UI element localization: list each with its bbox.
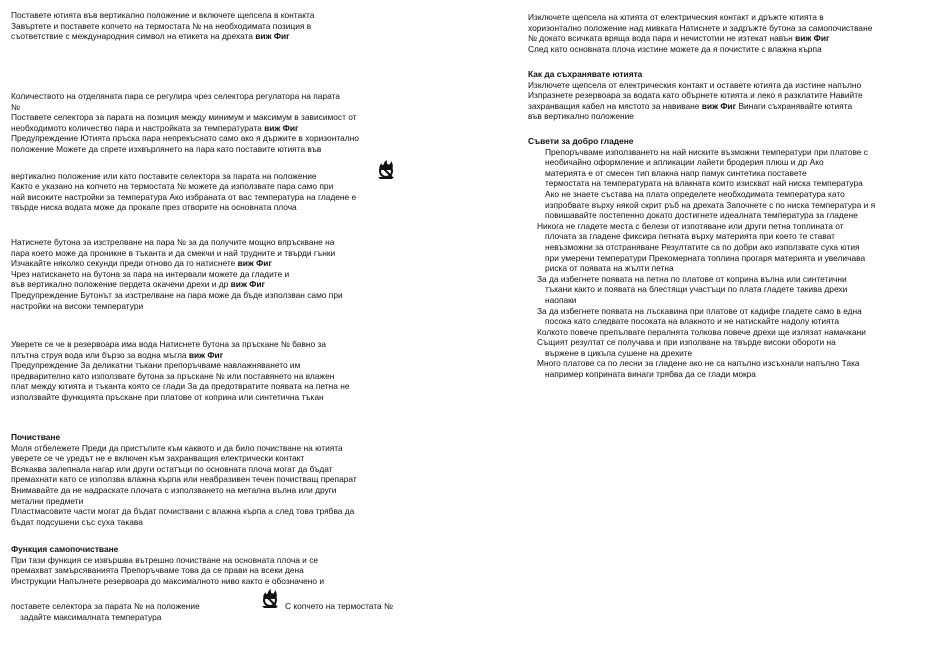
text-line xyxy=(11,123,421,134)
text-line: при умерени температури Прекомерната топлина прогаря материята и увеличава xyxy=(545,252,866,263)
steam-off-icon xyxy=(376,158,396,180)
text-line: При тази функция се извършва вътрешно почистване на основната плоча и се xyxy=(11,554,319,565)
self-clean-section xyxy=(11,544,421,586)
text-line: Ако не знаете състава на плата определете необходимата температура като xyxy=(545,188,845,199)
text-line: Изключете щепсела от електрическия контакт и оставете ютията да изстине напълно xyxy=(528,79,862,90)
text-line: във вертикално положение xyxy=(528,111,634,122)
text-line: метални предмети xyxy=(11,495,84,506)
text-line xyxy=(528,101,940,112)
text-line: Завъртете и поставете копчето на термостата № на необходимата позиция в xyxy=(11,20,312,31)
text-line xyxy=(528,33,940,44)
text-fragment: Винаги съхранявайте ютията xyxy=(736,100,853,111)
text-line: изпробвате върху някой скрит ръб на дрехата Започнете с по ниска температура и я xyxy=(545,199,876,210)
text-line: Чрез натискането на бутона за пара на интервали можете да гладите и xyxy=(11,268,290,279)
text-line: Пластмасовите части могат да бъдат почиствани с влажна кърпа а след това трябва да xyxy=(11,506,355,517)
text-line: материята е от смесен тип влакна напр памук синтетика поставете xyxy=(545,167,807,178)
text-line: Изпразнете резервоара за водата като обърнете ютията и леко я разклатите Навийте xyxy=(528,90,863,101)
text-line: След като основната плоча изстине можете да я почистите с влажна кърпа xyxy=(528,43,822,54)
self-clean-steps xyxy=(528,12,940,54)
text-fragment: във вертикално положение пердета окачени дрехи и др xyxy=(11,279,231,290)
text-line: премахнати като се използва влажна кърпа или неабразивен течен почистващ препарат xyxy=(11,474,357,485)
self-clean-title: Функция самопочистване xyxy=(11,544,119,554)
self-clean-instruction xyxy=(11,592,421,622)
storage-text xyxy=(528,80,940,122)
self-clean-instruction-b: С копчето на термостата № xyxy=(285,601,393,611)
text-fragment: № докато всичката вряща вода пара и нечистотии не изтекат навън xyxy=(528,33,796,44)
text-line: риска от появата на жълти петна xyxy=(545,263,674,274)
text-fragment: Изчакайте няколко секунди преди отново да го натиснете xyxy=(11,258,238,269)
text-fragment: захранващия кабел на мястото за навиване xyxy=(528,100,702,111)
cleaning-text xyxy=(11,443,421,528)
text-line: хоризонтално положение над мивката Натиснете и задръжте бутона за самопочистване xyxy=(528,22,873,33)
text-line: вържене в цикъла сушене на дрехите xyxy=(545,347,693,358)
text-fragment: съответствие с международния символ на етикета на дрехата xyxy=(11,31,256,42)
text-line: бъдат подсушени със суха такава xyxy=(11,516,143,527)
figure-ref: виж Фиг xyxy=(230,279,266,290)
self-clean-instruction-line2: задайте максималната температура xyxy=(20,612,162,622)
text-line: Количеството на отделяната пара се регулира чрез селектора регулатора на парата xyxy=(11,91,340,101)
text-line: тъкани както и появата на блестящи участъци по плата гладете такива дрехи xyxy=(545,284,848,295)
text-line: Никога не гладете места с белези от изпотяване или други петна топлината от xyxy=(537,220,844,231)
cleaning-section xyxy=(11,432,421,527)
text-line: плат между ютията и тъканта която се глади За да предотвратите появата на петна не xyxy=(11,381,350,392)
text-line: невъзможни за отстраняване Резултатите са по добри ако използвате суха ютия xyxy=(545,241,860,252)
steam-shot-block xyxy=(11,237,421,311)
text-line: положение Можете да спрете изхвърлянето на пара като поставите ютията във xyxy=(11,143,322,154)
text-line: твърде ниска водата може да прокапе през отворите на основната плоча xyxy=(11,202,297,213)
text-line: пара което може да проникне в тъканта и да смекчи и най трудните и твърди гънки xyxy=(11,247,336,258)
text-line: Както е указано на копчето на термостата № можете да използвате пара само при xyxy=(11,181,334,191)
steam-temperature-block xyxy=(11,181,421,213)
figure-ref: виж Фиг xyxy=(188,349,224,360)
text-line: посока като следвате посоката на влакното и не натискайте надолу ютията xyxy=(545,316,839,327)
text-line: например коприната винаги трябва да се глади мокра xyxy=(545,369,756,380)
text-line: плочата за гладене фиксира петната върху материята при което те стават xyxy=(545,231,835,242)
text-line: използвайте функцията пръскане при платове от коприна или синтетична тъкан xyxy=(11,391,324,402)
text-line: Предупреждение За деликатни тъкани препоръчваме навлажняването им xyxy=(11,360,301,371)
text-line: термостата на температурата на влакната които изискват най ниска температура xyxy=(545,178,863,189)
text-line: Изключете щепсела на ютията от електрическия контакт и дръжте ютията в xyxy=(528,12,824,22)
text-line: Моля отбележете Преди да пристъпите към каквото и да било почистване на ютията xyxy=(11,442,343,453)
tips-section xyxy=(528,136,940,380)
self-clean-icon xyxy=(260,587,280,609)
figure-ref: виж Фиг xyxy=(237,258,272,269)
text-line: наопаки xyxy=(545,294,577,305)
text-line: № xyxy=(11,101,20,112)
tips-title: Съвети за добро гладене xyxy=(528,136,634,146)
figure-ref: виж Фиг xyxy=(701,100,737,111)
spray-block xyxy=(11,339,421,403)
text-line: необичайно оформление и апликации лайети бродерия плюш и др Ако xyxy=(545,157,824,168)
text-line: повишавайте постепенно докато достигнете идеалната температура за гладене xyxy=(545,210,858,221)
text-line xyxy=(11,31,421,42)
text-line: Предупреждение Ютията пръска пара непрекъснато само ако я държите в хоризонтално xyxy=(11,133,359,144)
text-line: настройки на високи температури xyxy=(11,300,144,311)
text-fragment: необходимото количество пара и настройката за температурата xyxy=(11,122,265,133)
text-line xyxy=(11,279,421,290)
text-line: Колкото повече препълвате пералнята толкова повече дрехи ще излязат намачкани xyxy=(537,326,866,337)
steam-off-text: вертикално положение или като поставите селектора за парата на положение xyxy=(11,171,317,181)
text-line: Всякаква залепнала нагар или други остатъци по основната плоча могат да бъдат xyxy=(11,463,333,474)
figure-ref: виж Фиг xyxy=(255,31,290,42)
steam-amount-block xyxy=(11,91,421,155)
text-line: Същият резултат се получава и при изполване на твърде високи обороти на xyxy=(537,337,836,348)
self-clean-text xyxy=(11,555,421,587)
tips-text xyxy=(528,147,940,380)
figure-ref: виж Фиг xyxy=(795,33,830,44)
text-line: Препоръчваме използването на най ниските възможни температури при платове с xyxy=(545,146,868,157)
self-clean-instruction-a: поставете селектора за парата № на положение xyxy=(11,601,200,611)
text-line: премахват замърсяванията Препоръчваме това да се прави на всеки дена xyxy=(11,565,304,576)
intro-block xyxy=(11,10,421,42)
text-line: За да избегнете появата на петна по платове от коприна вълна или синтетични xyxy=(537,273,847,284)
text-line: Поставете ютията във вертикално положение и включете щепсела в контакта xyxy=(11,10,315,20)
text-line: уверете се че уредът не е включен към захранващия електрически контакт xyxy=(11,453,305,464)
text-line: Натиснете бутона за изстрелване на пара № за да получите мощно впръскване на xyxy=(11,237,335,247)
text-line: Внимавайте да не надраскате плочата с използването на метална вълна или други xyxy=(11,484,337,495)
storage-section xyxy=(528,69,940,122)
text-line: най високите настройки за температура Ако избраната от вас температура на гладене е xyxy=(11,191,357,202)
text-line: Уверете се че в резервоара има вода Натиснете бутона за пръскане № бавно за xyxy=(11,339,326,349)
storage-title: Как да съхранявате ютията xyxy=(528,69,643,79)
cleaning-title: Почистване xyxy=(11,432,61,442)
figure-ref: виж Фиг xyxy=(264,122,299,133)
text-line: За да избегнете появата на лъскавина при платове от кадифе гладете само в една xyxy=(537,305,862,316)
text-line xyxy=(11,258,421,269)
text-line: предварително като използвате бутона за пръскане № или поставянето на влажен xyxy=(11,370,335,381)
text-fragment: плътна струя вода или бързо за водна мъгла xyxy=(11,349,189,360)
text-line: Инструкции Напълнете резервоара до максималното ниво както е обозначено и xyxy=(11,575,325,586)
text-line: Поставете селектора за парата на позиция между минимум и максимум в зависимост от xyxy=(11,112,357,123)
text-line: Предупреждение Бутонът за изстрелване на пара може да бъде използван само при xyxy=(11,289,343,300)
text-line xyxy=(11,350,421,361)
text-line: Много платове са по лесни за гладене ако не са напълно изсъхнали напълно Така xyxy=(537,358,860,369)
